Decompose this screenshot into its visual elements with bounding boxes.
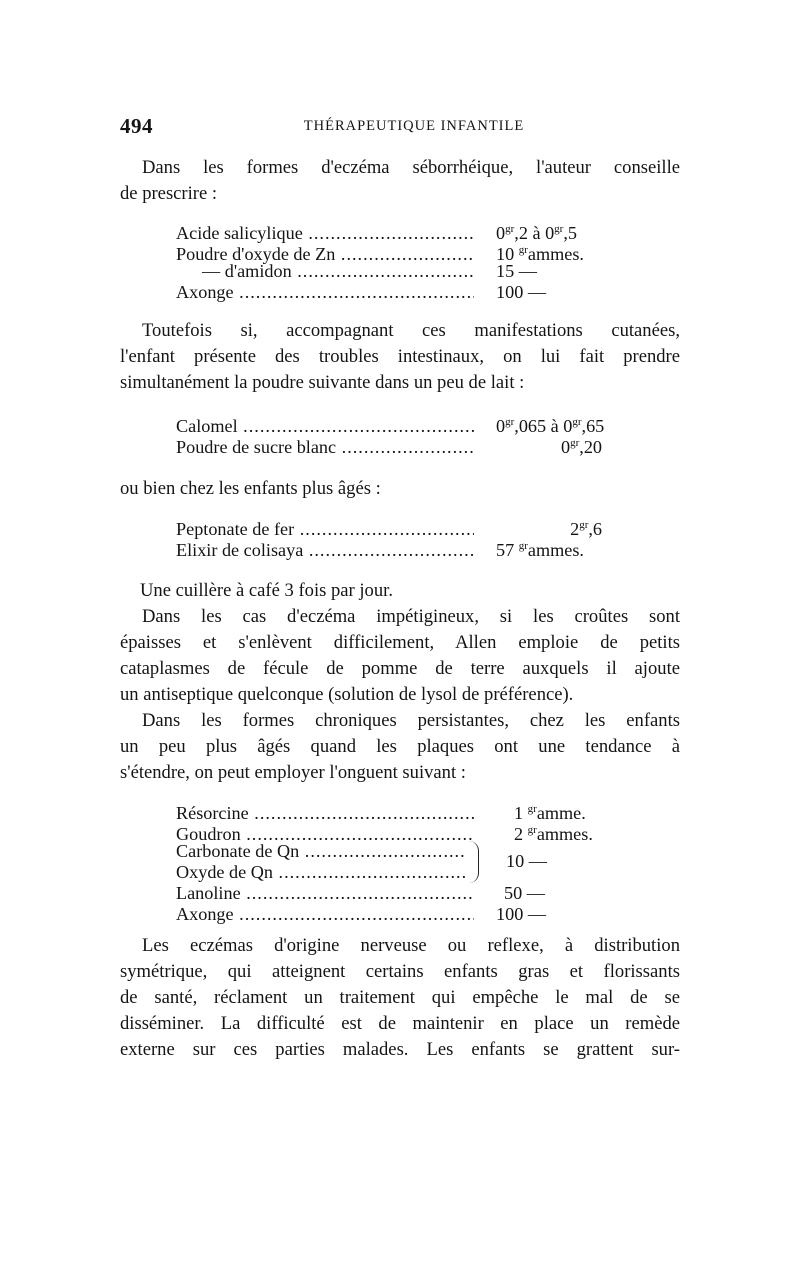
- paragraph-line: Dans les cas d'eczéma impétigineux, si les croûtes sont: [142, 606, 680, 627]
- paragraph-line: un peu plus âgés quand les plaques ont une tendance à: [120, 736, 680, 757]
- paragraph-line: Dans les formes d'eczéma séborrhéique, l'auteur conseille: [142, 157, 680, 178]
- ingredient-quantity: 100 —: [496, 282, 547, 302]
- ingredient-name: Axonge .....: [176, 904, 474, 925]
- paragraph-line: Les eczémas d'origine nerveuse ou reflexe, à distribution: [142, 935, 680, 956]
- ingredient-quantity: 10 $^{gr}$ammes.: [496, 244, 584, 265]
- ingredient-quantity: 10 —: [506, 851, 547, 871]
- prescription-brace-group: [176, 841, 656, 883]
- paragraph-line: cataplasmes de fécule de pomme de terre auxquels il ajoute: [120, 658, 680, 679]
- ingredient-quantity: 100 —: [496, 904, 547, 924]
- prescription-peptonate: [176, 515, 656, 561]
- paragraph-line: ou bien chez les enfants plus âgés :: [120, 478, 381, 499]
- ingredient-name: Elixir de colisaya .....: [176, 540, 474, 561]
- ingredient-quantity: $0^{gr},065$ à $0^{gr},65$: [496, 416, 605, 437]
- paragraph-line: Une cuillère à café 3 fois par jour.: [140, 580, 393, 601]
- ingredient-name: Axonge .....: [176, 282, 474, 303]
- ingredient-name: Acide salicylique .....: [176, 223, 474, 244]
- prescription-row: [176, 841, 656, 862]
- paragraph-line: épaisses et s'enlèvent difficilement, Allen emploie de petits: [120, 632, 680, 653]
- paragraph-line: de santé, réclament un traitement qui empêche le mal de se: [120, 987, 680, 1008]
- prescription-row: [176, 282, 656, 303]
- paragraph-line: simultanément la poudre suivante dans un peu de lait :: [120, 372, 525, 393]
- ingredient-name: Poudre d'oxyde de Zn .....: [176, 244, 474, 265]
- paragraph-line: symétrique, qui atteignent certains enfants gras et florissants: [120, 961, 680, 982]
- ingredient-name: Goudron .....: [176, 824, 474, 845]
- ingredient-quantity: $0^{gr},2$ à $0^{gr},5$: [496, 223, 577, 244]
- prescription-row: [176, 219, 656, 244]
- paragraph-line: disséminer. La difficulté est de maintenir en place un remède: [120, 1013, 680, 1034]
- prescription-row: [176, 261, 656, 282]
- ingredient-quantity: 1 $^{gr}$amme.: [514, 803, 586, 824]
- paragraph-line: un antiseptique quelconque (solution de lysol de préférence).: [120, 684, 574, 705]
- paragraph-line: s'étendre, on peut employer l'onguent suivant :: [120, 762, 466, 783]
- ingredient-name: Lanoline .....: [176, 883, 474, 904]
- paragraph-line: Toutefois si, accompagnant ces manifestations cutanées,: [142, 320, 680, 341]
- prescription-row: [176, 883, 656, 904]
- prescription-row: [176, 515, 656, 540]
- prescription-row: [176, 904, 656, 925]
- paragraph-line: Dans les formes chroniques persistantes, chez les enfants: [142, 710, 680, 731]
- ingredient-quantity: 2 $^{gr}$ammes.: [514, 824, 593, 845]
- prescription-row: [176, 433, 656, 458]
- ingredient-name: Peptonate de fer .....: [176, 519, 474, 540]
- page-header: [120, 114, 680, 138]
- curly-brace: [464, 841, 479, 883]
- paragraph-line: de prescrire :: [120, 183, 218, 204]
- ingredient-quantity: $0^{gr},20$: [561, 437, 602, 458]
- prescription-resorcine: [176, 799, 656, 925]
- ingredient-name: Oxyde de Qn .....: [176, 862, 466, 883]
- prescription-row: [176, 799, 656, 824]
- prescription-calomel: [176, 412, 656, 458]
- ingredient-quantity: 50 —: [504, 883, 545, 903]
- ingredient-name: Carbonate de Qn .....: [176, 841, 466, 862]
- prescription-row: [176, 820, 656, 845]
- prescription-row: [176, 412, 656, 437]
- ingredient-name: Résorcine .....: [176, 803, 474, 824]
- prescription-row: [176, 240, 656, 265]
- page-number: 494: [120, 114, 153, 138]
- ingredient-name: Poudre de sucre blanc .....: [176, 437, 474, 458]
- ingredient-quantity: 57 $^{gr}$ammes.: [496, 540, 584, 561]
- ingredient-name: Calomel .....: [176, 416, 474, 437]
- paragraph-line: l'enfant présente des troubles intestinaux, on lui fait prendre: [120, 346, 680, 367]
- ingredient-quantity: $2^{gr},6$: [570, 519, 602, 540]
- running-title: THÉRAPEUTIQUE INFANTILE: [303, 118, 525, 134]
- ingredient-name: — d'amidon .....: [176, 261, 474, 282]
- paragraph-line: externe sur ces parties malades. Les enfants se grattent sur-: [120, 1039, 680, 1060]
- ingredient-quantity: 15 —: [496, 261, 537, 281]
- prescription-row: [176, 862, 656, 883]
- prescription-seborrheic: [176, 219, 656, 303]
